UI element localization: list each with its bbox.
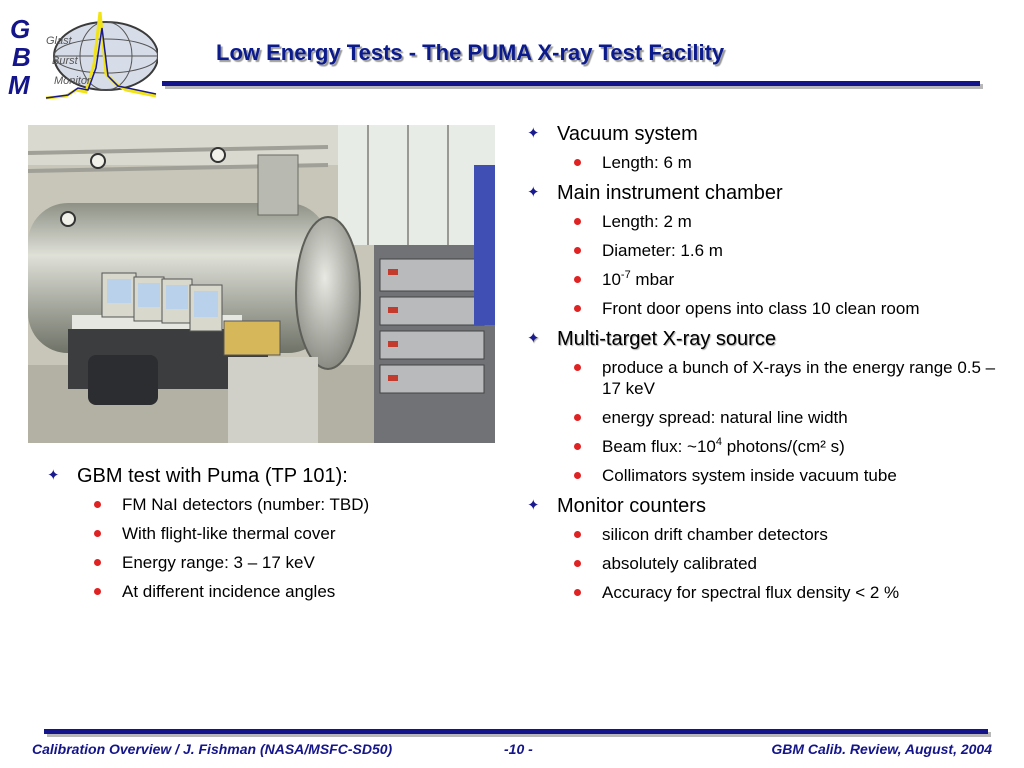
list-heading: ✦ Vacuum system xyxy=(557,122,1017,146)
flux-exponent: 4 xyxy=(715,436,722,448)
svg-text:Glast: Glast xyxy=(46,35,72,47)
list-item xyxy=(602,269,1017,290)
list-item: energy spread: natural line width xyxy=(602,407,1017,428)
list-item: Collimators system inside vacuum tube xyxy=(602,465,1017,486)
list-item: absolutely calibrated xyxy=(602,553,1017,574)
list-item: With flight-like thermal cover xyxy=(122,523,497,544)
right-bullet-list xyxy=(557,122,1017,603)
svg-text:B: B xyxy=(12,42,31,72)
header-rule xyxy=(162,81,980,86)
footer-rule xyxy=(44,729,988,734)
list-heading: ✦ Main instrument chamber xyxy=(557,181,1017,205)
list-item: Diameter: 1.6 m xyxy=(602,240,1017,261)
list-heading: ✦ Monitor counters xyxy=(557,494,1017,518)
svg-text:Monitor: Monitor xyxy=(54,75,91,87)
svg-text:G: G xyxy=(10,14,31,44)
footer-author: Calibration Overview / J. Fishman (NASA/MSFC-SD50) xyxy=(32,741,393,757)
list-item: At different incidence angles xyxy=(122,581,497,602)
list-heading: ✦ GBM test with Puma (TP 101): xyxy=(77,464,497,488)
list-item: silicon drift chamber detectors xyxy=(602,524,1017,545)
list-item: Accuracy for spectral flux density < 2 % xyxy=(602,582,1017,603)
pressure-exponent: -7 xyxy=(620,269,631,281)
list-item xyxy=(602,436,1017,457)
left-bullet-list xyxy=(77,464,497,602)
flux-value: Beam flux: ~10 xyxy=(602,437,716,456)
flux-unit: photons/(cm² s) xyxy=(722,437,845,456)
list-item: FM NaI detectors (number: TBD) xyxy=(122,494,497,515)
slide-title: Low Energy Tests - The PUMA X-ray Test Facility xyxy=(216,40,725,65)
list-item: produce a bunch of X-rays in the energy range 0.5 – 17 keV xyxy=(602,357,1017,399)
list-item: Front door opens into class 10 clean room xyxy=(602,298,1017,319)
pressure-base: 10 xyxy=(602,270,621,289)
lab-photo xyxy=(28,125,495,443)
list-item: Length: 6 m xyxy=(602,152,1017,173)
list-heading: ✦ Multi-target X-ray source xyxy=(557,327,1017,351)
gbm-logo xyxy=(6,4,158,100)
footer-event: GBM Calib. Review, August, 2004 xyxy=(771,741,992,757)
svg-text:Burst: Burst xyxy=(52,55,78,67)
page-number: -10 - xyxy=(504,741,533,757)
list-item: Length: 2 m xyxy=(602,211,1017,232)
pressure-unit: mbar xyxy=(630,270,675,289)
svg-text:M: M xyxy=(8,70,30,100)
list-item: Energy range: 3 – 17 keV xyxy=(122,552,497,573)
